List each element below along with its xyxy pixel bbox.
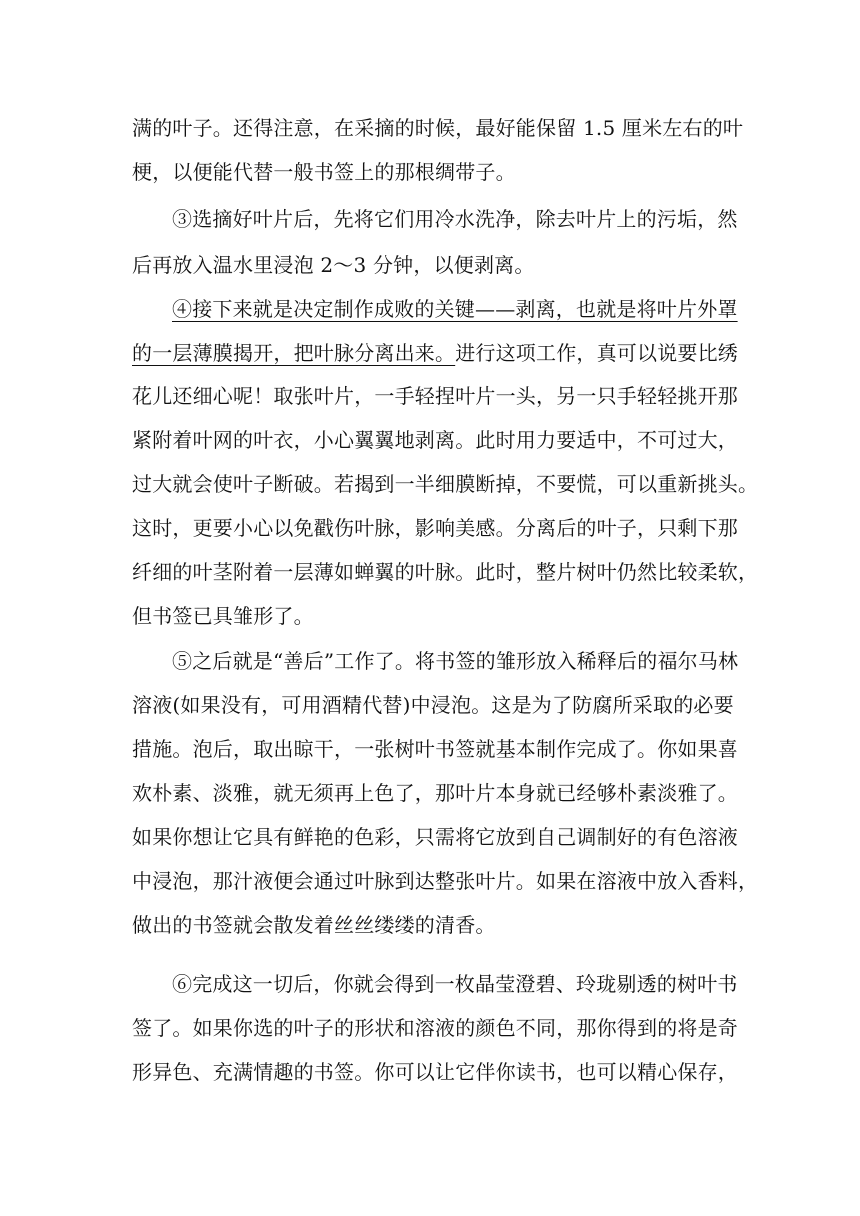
- text-line: 中浸泡，那汁液便会通过叶脉到达整张叶片。如果在溶液中放入香料，: [132, 869, 759, 893]
- text-line: 过大就会使叶子断破。若揭到一半细膜断掉，不要慌，可以重新挑头。: [132, 472, 759, 496]
- text-line: 措施。泡后，取出晾干，一张树叶书签就基本制作完成了。你如果喜: [132, 737, 738, 761]
- text-line: 梗，以便能代替一般书签上的那根绸带子。: [132, 160, 516, 184]
- text-line: 花儿还细心呢！取张叶片，一手轻捏叶片一头，另一只手轻轻挑开那: [132, 384, 738, 408]
- text-line: 做出的书签就会散发着丝丝缕缕的清香。: [132, 913, 496, 937]
- text-line: 溶液(如果没有，可用酒精代替)中浸泡。这是为了防腐所采取的必要: [132, 693, 734, 717]
- text-line: 紧附着叶网的叶衣，小心翼翼地剥离。此时用力要适中，不可过大，: [132, 428, 738, 452]
- text-line: 满的叶子。还得注意，在采摘的时候，最好能保留 1.5 厘米左右的叶: [132, 116, 744, 140]
- text-line: 但书签已具雏形了。: [132, 604, 314, 628]
- paragraph-4-underlined-line: ④接下来就是决定制作成败的关键——剥离，也就是将叶片外罩: [172, 297, 738, 321]
- text-line: 后再放入温水里浸泡 2～3 分钟，以便剥离。: [132, 253, 535, 277]
- paragraph-5-line: ⑤之后就是“善后”工作了。将书签的雏形放入稀释后的福尔马林: [172, 649, 739, 673]
- text-line: 纤细的叶茎附着一层薄如蝉翼的叶脉。此时，整片树叶仍然比较柔软，: [132, 560, 759, 584]
- paragraph-3-line: ③选摘好叶片后，先将它们用冷水洗净，除去叶片上的污垢，然: [172, 207, 738, 231]
- text-line: [132, 331, 739, 375]
- text-line: 签了。如果你选的叶子的形状和溶液的颜色不同，那你得到的将是奇: [132, 1016, 738, 1040]
- text-line: 形异色、充满情趣的书签。你可以让它伴你读书，也可以精心保存，: [132, 1060, 738, 1084]
- text-line: 如果你想让它具有鲜艳的色彩，只需将它放到自己调制好的有色溶液: [132, 825, 738, 849]
- text-line: 欢朴素、淡雅，就无须再上色了，那叶片本身就已经够朴素淡雅了。: [132, 781, 738, 805]
- text-line: 这时，更要小心以免戳伤叶脉，影响美感。分离后的叶子，只剩下那: [132, 516, 738, 540]
- paragraph-6-line: ⑥完成这一切后，你就会得到一枚晶莹澄碧、玲珑剔透的树叶书: [172, 972, 738, 996]
- underlined-sentence-end: 的一层薄膜揭开，把叶脉分离出来。: [132, 341, 456, 365]
- text-fragment: 进行这项工作，真可以说要比绣: [455, 341, 739, 365]
